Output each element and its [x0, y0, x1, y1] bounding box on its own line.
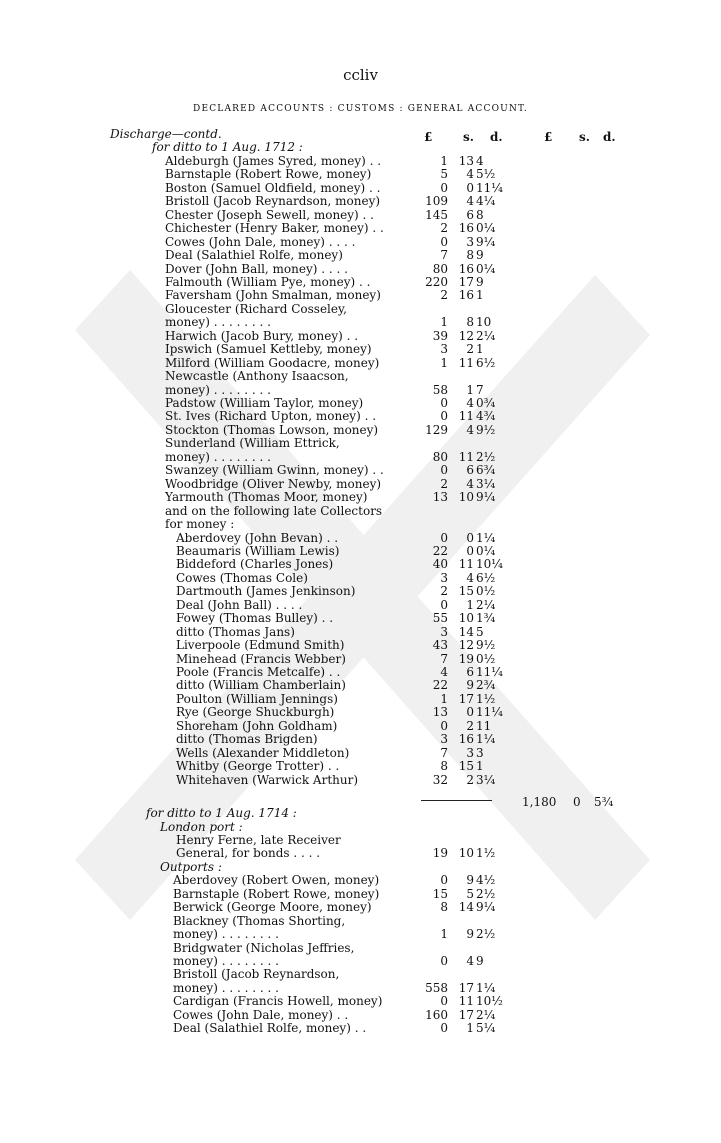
collector-row-label: Rye (George Shuckburgh)	[176, 705, 335, 720]
total-rule	[421, 800, 492, 801]
outport-row-shillings: 11	[458, 994, 474, 1009]
account-row-pence: 6¾	[476, 463, 496, 478]
collector-row-label: Cowes (Thomas Cole)	[176, 570, 308, 585]
account-row	[0, 303, 721, 317]
london-port-heading	[0, 821, 721, 835]
account-row-pounds: 109	[425, 194, 448, 209]
outport-row	[0, 915, 721, 929]
section2-heading-label: for ditto to 1 Aug. 1714 :	[146, 806, 297, 821]
account-row	[0, 424, 721, 438]
outport-row-pence: 9¼	[476, 900, 496, 915]
collector-row-pence: 11	[476, 718, 492, 733]
account-row-label: Yarmouth (Thomas Moor, money)	[165, 490, 368, 505]
collector-row	[0, 720, 721, 734]
account-row-pounds: 7	[440, 248, 448, 263]
outport-row-label: money) . . . . . . . .	[173, 980, 279, 995]
collector-row-shillings: 11	[458, 557, 474, 572]
collector-row-pounds: 0	[440, 597, 448, 612]
account-row-label: Boston (Samuel Oldfield, money) . .	[165, 180, 381, 195]
collector-row	[0, 760, 721, 774]
account-row-label: Ipswich (Samuel Kettleby, money)	[165, 342, 372, 357]
account-row-pounds: 39	[432, 328, 448, 343]
collector-row-shillings: 0	[466, 705, 474, 720]
collector-row-pence: 11¼	[476, 705, 503, 720]
collector-row	[0, 653, 721, 667]
account-row-pounds: 0	[440, 180, 448, 195]
account-row-label: St. Ives (Richard Upton, money) . .	[165, 409, 377, 424]
account-row-shillings: 16	[458, 288, 474, 303]
outport-row-shillings: 1	[466, 1021, 474, 1036]
account-row-label: Gloucester (Richard Cosseley,	[165, 301, 347, 316]
account-row-pence: 0¼	[476, 261, 496, 276]
outport-row-shillings: 4	[466, 954, 474, 968]
outport-row-pounds: 160	[425, 1007, 448, 1022]
col-pounds-2: £	[544, 130, 553, 144]
col-shillings-2: s.	[579, 130, 590, 144]
collector-row-shillings: 3	[466, 745, 474, 760]
account-row-label: Falmouth (William Pye, money) . .	[165, 274, 371, 289]
outport-row-label: Aberdovey (Robert Owen, money)	[173, 873, 380, 888]
account-row-label: Chester (Joseph Sewell, money) . .	[165, 207, 374, 222]
london-row	[0, 834, 721, 848]
account-row-label: Newcastle (Anthony Isaacson,	[165, 369, 349, 384]
collector-row-label: Wells (Alexander Middleton)	[176, 745, 350, 760]
collector-row-pounds: 7	[440, 745, 448, 760]
account-row	[0, 263, 721, 277]
collector-row-pounds: 3	[440, 570, 448, 585]
collector-row-label: ditto (William Chamberlain)	[176, 678, 346, 693]
collector-row-pounds: 22	[432, 678, 448, 693]
account-row-pounds: 0	[440, 463, 448, 478]
account-row-pence: 2½	[476, 449, 496, 464]
outport-row-shillings: 17	[458, 1007, 474, 1022]
collector-row-pence: 1½	[476, 691, 496, 706]
account-row-shillings: 12	[458, 328, 474, 343]
outport-row-label: Bridgwater (Nicholas Jeffries,	[173, 940, 355, 955]
outport-row-label: Cowes (John Dale, money) . .	[173, 1007, 349, 1022]
account-row-label: Bristoll (Jacob Reynardson, money)	[165, 194, 381, 209]
collector-row-label: ditto (Thomas Jans)	[176, 624, 295, 639]
outport-row-pounds: 0	[440, 954, 448, 968]
outport-row-pence: 1¼	[476, 980, 496, 995]
account-row-label: money) . . . . . . . .	[165, 449, 271, 464]
collector-row-pence: 6½	[476, 570, 496, 585]
account-row-shillings: 16	[458, 221, 474, 236]
outport-row	[0, 928, 721, 942]
account-row-shillings: 4	[466, 167, 474, 182]
account-row-shillings: 6	[466, 463, 474, 478]
account-row-label: Aldeburgh (James Syred, money) . .	[165, 153, 382, 168]
account-row-label: Stockton (Thomas Lowson, money)	[165, 422, 379, 437]
account-row-pence: 4¾	[476, 409, 496, 424]
account-row-pounds: 129	[425, 422, 448, 437]
outport-row-pence: 2¼	[476, 1007, 496, 1022]
collector-row	[0, 774, 721, 788]
account-row-pounds: 1	[440, 315, 448, 330]
account-row-label: Woodbridge (Oliver Newby, money)	[165, 476, 382, 491]
collector-row	[0, 545, 721, 559]
account-row-pence: 4¼	[476, 194, 496, 209]
col-shillings-1: s.	[463, 130, 474, 144]
outport-row-shillings: 5	[466, 886, 474, 901]
collector-row-shillings: 15	[458, 584, 474, 599]
col-pence-2: d.	[603, 130, 616, 144]
collector-row-pounds: 8	[440, 759, 448, 774]
collector-row-pounds: 13	[432, 705, 448, 720]
account-row-pence: 10	[476, 315, 492, 330]
collector-row-label: Liverpoole (Edmund Smith)	[176, 638, 345, 653]
account-row-label: Sunderland (William Ettrick,	[165, 436, 340, 451]
account-row-shillings: 4	[466, 422, 474, 437]
collector-row-label: Poole (Francis Metcalfe) . .	[176, 665, 341, 679]
account-row-shillings: 4	[466, 476, 474, 491]
collector-row-pence: 1¼	[476, 732, 496, 747]
collector-row-label: Fowey (Thomas Bulley) . .	[176, 611, 334, 626]
outport-row-label: Blackney (Thomas Shorting,	[173, 913, 346, 928]
collector-row-shillings: 15	[458, 759, 474, 774]
account-row-pounds: 13	[432, 490, 448, 505]
collector-row-shillings: 9	[466, 678, 474, 693]
account-row-shillings: 8	[466, 315, 474, 330]
account-row-label: Milford (William Goodacre, money)	[165, 355, 380, 370]
account-row-label: for money :	[165, 517, 235, 532]
account-row-pence: 6½	[476, 355, 496, 370]
collector-row	[0, 679, 721, 693]
collector-row	[0, 706, 721, 720]
outport-row-pence: 4½	[476, 873, 496, 888]
outport-row-label: Bristoll (Jacob Reynardson,	[173, 967, 340, 982]
account-row-shillings: 8	[466, 248, 474, 263]
collector-row-pence: 1	[476, 759, 484, 774]
outport-row-pounds: 15	[432, 886, 448, 901]
account-row-shillings: 11	[458, 355, 474, 370]
account-row-pence: 9½	[476, 422, 496, 437]
account-row-pounds: 80	[432, 261, 448, 276]
account-row-shillings: 16	[458, 261, 474, 276]
total-shillings: 0	[573, 795, 581, 809]
collector-row-shillings: 2	[466, 718, 474, 733]
collector-row-pounds: 22	[432, 543, 448, 558]
account-row	[0, 289, 721, 303]
collector-row-pence: 9½	[476, 638, 496, 653]
outport-row-label: money) . . . . . . . .	[173, 954, 279, 968]
account-row-pence: 1	[476, 288, 484, 303]
collector-row-shillings: 12	[458, 638, 474, 653]
outport-row-pence: 2½	[476, 886, 496, 901]
account-row-shillings: 4	[466, 194, 474, 209]
account-row-shillings: 2	[466, 342, 474, 357]
collector-row-shillings: 10	[458, 611, 474, 626]
collector-row-shillings: 16	[458, 732, 474, 747]
account-row-pence: 3¼	[476, 476, 496, 491]
collector-row-shillings: 19	[458, 651, 474, 666]
outport-row-pence: 9	[476, 954, 484, 968]
section1-heading-label: for ditto to 1 Aug. 1712 :	[152, 140, 303, 155]
account-row-shillings: 11	[458, 449, 474, 464]
outport-row-pence: 10½	[476, 994, 503, 1009]
account-row-shillings: 0	[466, 180, 474, 195]
account-row-pounds: 2	[440, 288, 448, 303]
account-row	[0, 410, 721, 424]
discharge-heading-label: Discharge—contd.	[110, 127, 222, 141]
collector-row-label: Aberdovey (John Bevan) . .	[176, 530, 339, 545]
london-row-pence: 1½	[476, 846, 496, 861]
total-pence: 5¾	[594, 795, 614, 809]
collector-row-label: Deal (John Ball) . . . .	[176, 597, 303, 612]
account-row	[0, 236, 721, 250]
outport-row-label: Cardigan (Francis Howell, money)	[173, 994, 383, 1009]
collector-row-pence: 2¼	[476, 597, 496, 612]
account-row-shillings: 17	[458, 274, 474, 289]
col-pounds-1: £	[424, 130, 433, 144]
account-row-label: Barnstaple (Robert Rowe, money)	[165, 167, 372, 182]
outport-row-pounds: 0	[440, 994, 448, 1009]
collector-row	[0, 585, 721, 599]
outport-row	[0, 955, 721, 969]
account-row-shillings: 13	[458, 153, 474, 168]
outport-row-pence: 2½	[476, 927, 496, 942]
account-row-pounds: 80	[432, 449, 448, 464]
account-row-pounds: 2	[440, 476, 448, 491]
account-row	[0, 316, 721, 330]
account-row-label: Deal (Salathiel Rolfe, money)	[165, 248, 343, 263]
col-pence-1: d.	[490, 130, 503, 144]
collector-row-pence: 1¼	[476, 530, 496, 545]
account-row	[0, 343, 721, 357]
collector-row	[0, 532, 721, 546]
collector-row-shillings: 6	[466, 665, 474, 679]
account-row-label: Dover (John Ball, money) . . . .	[165, 261, 348, 276]
collector-row-label: ditto (Thomas Brigden)	[176, 732, 318, 747]
account-row-pounds: 220	[425, 274, 448, 289]
collector-row-pence: 2¾	[476, 678, 496, 693]
account-row	[0, 370, 721, 384]
collector-row-pence: 1¾	[476, 611, 496, 626]
collector-row	[0, 747, 721, 761]
collector-row	[0, 639, 721, 653]
collector-row-shillings: 14	[458, 624, 474, 639]
collector-row-shillings: 1	[466, 597, 474, 612]
collector-row-pence: 10¼	[476, 557, 503, 572]
account-row-pounds: 0	[440, 234, 448, 249]
outport-row-shillings: 17	[458, 980, 474, 995]
collector-row-label: Shoreham (John Goldham)	[176, 718, 338, 733]
account-row-pence: 9¼	[476, 234, 496, 249]
london-row-pounds: 19	[432, 846, 448, 861]
account-row-pence: 11¼	[476, 180, 503, 195]
account-row-pounds: 0	[440, 409, 448, 424]
collector-row-pounds: 7	[440, 651, 448, 666]
collector-row-shillings: 0	[466, 543, 474, 558]
collector-row	[0, 733, 721, 747]
account-row-pounds: 1	[440, 355, 448, 370]
account-row-label: Padstow (William Taylor, money)	[165, 396, 364, 410]
account-row-pounds: 0	[440, 396, 448, 410]
outport-row-label: money) . . . . . . . .	[173, 927, 279, 942]
account-row-label: money) . . . . . . . .	[165, 382, 271, 397]
collector-row	[0, 572, 721, 586]
collector-row-shillings: 2	[466, 772, 474, 787]
outport-row	[0, 968, 721, 982]
account-row-pence: 7	[476, 382, 484, 397]
collector-row-shillings: 17	[458, 691, 474, 706]
total-pounds: 1,180	[522, 795, 557, 809]
account-row-pence: 1	[476, 342, 484, 357]
outport-row	[0, 995, 721, 1009]
account-row-shillings: 4	[466, 396, 474, 410]
section2-heading	[0, 807, 721, 821]
outport-row-shillings: 9	[466, 873, 474, 888]
outport-row-shillings: 14	[458, 900, 474, 915]
outport-row-pounds: 8	[440, 900, 448, 915]
collector-row	[0, 558, 721, 572]
account-row-pence: 9¼	[476, 490, 496, 505]
collector-row	[0, 612, 721, 626]
london-row-shillings: 10	[458, 846, 474, 861]
collector-row-pounds: 4	[440, 665, 448, 679]
account-row-pounds: 145	[425, 207, 448, 222]
collector-row-pounds: 3	[440, 624, 448, 639]
outport-row-pence: 5¼	[476, 1021, 496, 1036]
outports-heading-label: Outports :	[160, 859, 222, 874]
account-row-label: money) . . . . . . . .	[165, 315, 271, 330]
account-row-pounds: 5	[440, 167, 448, 182]
collector-row-pounds: 0	[440, 718, 448, 733]
outport-row	[0, 901, 721, 915]
running-head: DECLARED ACCOUNTS : CUSTOMS : GENERAL ACCOUNT.	[193, 104, 528, 114]
collector-row-pence: 0¼	[476, 543, 496, 558]
account-row-pounds: 1	[440, 153, 448, 168]
account-row-pence: 9	[476, 248, 484, 263]
account-row	[0, 195, 721, 209]
account-row	[0, 505, 721, 519]
collector-row-pounds: 0	[440, 530, 448, 545]
collector-row-label: Biddeford (Charles Jones)	[176, 557, 334, 572]
account-row	[0, 464, 721, 478]
london-row-label: General, for bonds . . . .	[176, 846, 321, 861]
account-row-label: Harwich (Jacob Bury, money) . .	[165, 328, 359, 343]
account-row-pence: 0¼	[476, 221, 496, 236]
account-row-label: Faversham (John Smalman, money)	[165, 288, 381, 303]
collector-row-label: Minehead (Francis Webber)	[176, 651, 346, 666]
account-row-pounds: 2	[440, 221, 448, 236]
outport-row	[0, 942, 721, 956]
section1-heading	[0, 141, 721, 155]
account-row-pence: 9	[476, 274, 484, 289]
account-row	[0, 357, 721, 371]
collector-row	[0, 666, 721, 680]
account-row	[0, 249, 721, 263]
account-row-pounds: 3	[440, 342, 448, 357]
account-row-label: Cowes (John Dale, money) . . . .	[165, 234, 356, 249]
outport-row-pounds: 558	[425, 980, 448, 995]
account-row-shillings: 6	[466, 207, 474, 222]
account-row	[0, 168, 721, 182]
collector-row-pounds: 2	[440, 584, 448, 599]
outport-row-label: Berwick (George Moore, money)	[173, 900, 372, 915]
account-row-pence: 4	[476, 153, 484, 168]
collector-row-shillings: 0	[466, 530, 474, 545]
outport-row	[0, 1022, 721, 1036]
account-row-label: Swanzey (William Gwinn, money) . .	[165, 463, 384, 478]
collector-row-pounds: 43	[432, 638, 448, 653]
outport-row-pounds: 0	[440, 873, 448, 888]
collector-row	[0, 599, 721, 613]
account-row-shillings: 1	[466, 382, 474, 397]
collector-row-pence: 3	[476, 745, 484, 760]
account-row-pence: 0¾	[476, 396, 496, 410]
collector-row-label: Whitby (George Trotter) . .	[176, 759, 340, 774]
outport-row-label: Barnstaple (Robert Rowe, money)	[173, 886, 380, 901]
collector-row-pence: 11¼	[476, 665, 503, 679]
account-row-shillings: 10	[458, 490, 474, 505]
collector-row-pounds: 1	[440, 691, 448, 706]
account-row	[0, 222, 721, 236]
collector-row-pence: 5	[476, 624, 484, 639]
account-row	[0, 518, 721, 532]
account-row-label: and on the following late Collectors	[165, 503, 383, 518]
account-row-pounds: 58	[432, 382, 448, 397]
collector-row-label: Dartmouth (James Jenkinson)	[176, 584, 356, 599]
collector-row-label: Beaumaris (William Lewis)	[176, 543, 340, 558]
collector-row-label: Whitehaven (Warwick Arthur)	[176, 772, 359, 787]
account-row-shillings: 3	[466, 234, 474, 249]
collector-row-pence: 3¼	[476, 772, 496, 787]
collector-row-pounds: 55	[432, 611, 448, 626]
account-row-shillings: 11	[458, 409, 474, 424]
account-row-label: Chichester (Henry Baker, money) . .	[165, 221, 384, 236]
account-row-pence: 8	[476, 207, 484, 222]
london-row	[0, 847, 721, 861]
account-row	[0, 437, 721, 451]
outport-row-shillings: 9	[466, 927, 474, 942]
page-number: ccliv	[343, 66, 378, 84]
discharge-heading	[0, 128, 721, 142]
london-row-label: Henry Ferne, late Receiver	[176, 832, 341, 847]
outport-row	[0, 874, 721, 888]
collector-row	[0, 693, 721, 707]
collector-row-pounds: 32	[432, 772, 448, 787]
collector-row-pence: 0½	[476, 651, 496, 666]
outport-row-label: Deal (Salathiel Rolfe, money) . .	[173, 1021, 367, 1036]
london-port-heading-label: London port :	[160, 819, 243, 834]
account-row	[0, 491, 721, 505]
collector-row-shillings: 4	[466, 570, 474, 585]
outport-row-pounds: 1	[440, 927, 448, 942]
account-row-pence: 5½	[476, 167, 496, 182]
collector-row-label: Poulton (William Jennings)	[176, 691, 338, 706]
outport-row-pounds: 0	[440, 1021, 448, 1036]
collector-row-pounds: 40	[432, 557, 448, 572]
collector-row	[0, 626, 721, 640]
collector-row-pence: 0½	[476, 584, 496, 599]
account-row-pence: 2¼	[476, 328, 496, 343]
collector-row-pounds: 3	[440, 732, 448, 747]
